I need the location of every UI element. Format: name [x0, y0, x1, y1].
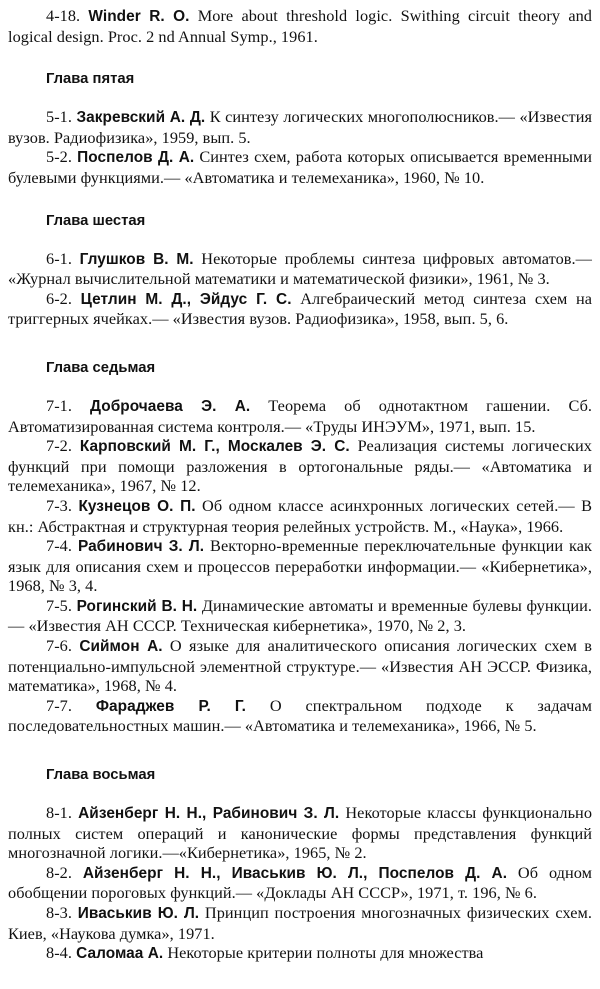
ref-7-1	[8, 396, 592, 436]
ref-author: Рабинович З. Л.	[77, 538, 205, 556]
ref-author: Саломаа А.	[76, 945, 164, 963]
ref-4-18	[8, 6, 592, 46]
ref-num: 6-1.	[46, 248, 72, 268]
ref-author: Сиймон А.	[79, 638, 163, 656]
ref-5-1	[8, 107, 592, 147]
ref-author: Поспелов Д. А.	[77, 149, 195, 167]
ref-6-1	[8, 249, 592, 289]
ref-num: 8-4.	[46, 943, 72, 963]
ref-num: 7-7.	[46, 695, 72, 715]
ref-text: Об одном классе асинхронных логических сетей.— В кн.: Абстрактная и структурная теория релейных устройств. М., «Наука», 1966.	[8, 495, 593, 536]
ref-5-2	[8, 147, 592, 187]
ref-text: Об одном обобщении пороговых функций.— «Доклады АН СССР», 1971, т. 196, № 6.	[8, 862, 592, 903]
ref-num: 5-1.	[46, 107, 72, 127]
ref-num: 7-2.	[46, 436, 72, 456]
ref-7-4	[8, 536, 592, 596]
ref-num: 7-1.	[46, 395, 72, 415]
ref-author: Глушков В. М.	[79, 250, 194, 268]
ref-author: Айзенберг Н. Н., Рабинович З. Л.	[78, 805, 340, 823]
ref-8-3	[8, 903, 592, 943]
ref-author: Кузнецов О. П.	[78, 497, 196, 515]
ref-text: Синтез схем, работа которых описывается временными булевыми функциями.— «Автоматика и телемеханика», 1960, № 10.	[8, 147, 592, 187]
ref-num: 7-4.	[46, 536, 72, 556]
ref-8-4	[8, 943, 592, 964]
ref-author: Иваськив Ю. Л.	[77, 905, 200, 922]
ref-num: 5-2.	[46, 147, 72, 167]
ref-text: Некоторые классы функционально полных систем операций и канонические формы представления функций многозначной логики.—«Кибернетика», 1965, № 2.	[8, 803, 593, 863]
ref-7-2	[8, 436, 592, 496]
ref-num: 4-18.	[46, 6, 81, 25]
ref-num: 8-2.	[46, 862, 72, 882]
ref-num: 6-2.	[46, 288, 72, 308]
ref-text: Алгебраический метод синтеза схем на триггерных ячейках.— «Известия вузов. Радиофизика», 1958, вып. 5, 6.	[8, 288, 593, 329]
ref-text: Принцип построения многозначных физических схем. Киев, «Наукова думка», 1971.	[8, 903, 592, 943]
ref-text: Теорема об однотактном гашении. Сб. Автоматизированная система контроля.— «Труды ИНЭУМ», 1971, вып. 15.	[8, 395, 593, 436]
ref-num: 7-6.	[46, 636, 72, 656]
ref-author: Цетлин М. Д., Эйдус Г. С.	[80, 290, 292, 308]
ref-num: 8-1.	[46, 803, 72, 823]
ref-num: 7-5.	[46, 595, 72, 615]
ref-text: More about threshold logic. Swithing circuit theory and logical design. Proc. 2 nd Annual Symp., 1961.	[8, 6, 592, 46]
chapter-5-heading: Глава пятая	[46, 71, 135, 88]
ref-text: О спектральном подходе к задачам последовательностных машин.— «Автоматика и телемеханика», 1966, № 5.	[8, 695, 593, 736]
ref-8-1	[8, 803, 592, 863]
ref-text: Реализация системы логических функций при помощи разложения в ортогональные ряды.— «Автоматика и телемеханика», 1967, № 12.	[8, 436, 592, 496]
ref-8-2	[8, 863, 592, 903]
ref-text: Некоторые критерии полноты для множества	[167, 943, 484, 963]
ref-7-5	[8, 596, 592, 636]
chapter-7-heading: Глава седьмая	[46, 359, 156, 376]
ref-7-7	[8, 696, 592, 736]
ref-text: Некоторые проблемы синтеза цифровых автоматов.— «Журнал вычислительной математики и математической физики», 1961, № 3.	[8, 248, 592, 289]
chapter-8-heading: Глава восьмая	[46, 767, 156, 784]
ref-author: Фараджев Р. Г.	[95, 697, 247, 715]
ref-author: Айзенберг Н. Н., Иваськив Ю. Л., Поспелов Д. А.	[82, 864, 508, 882]
ref-text: Динамические автоматы и временные булевы функции.— «Известия АН СССР. Техническая кибернетика», 1970, № 2, 3.	[8, 595, 592, 636]
ref-num: 7-3.	[46, 495, 72, 515]
ref-text: О языке для аналитического описания логических схем в потенциально-импульсной элементной структуре.— «Известия АН ЭССР. Физика, математика», 1968, № 4.	[8, 636, 593, 696]
ref-text: Векторно-временные переключательные функции как язык для описания схем и процессов переработки информации.— «Кибернетика», 1968, № 3, 4.	[8, 536, 593, 596]
chapter-6-heading: Глава шестая	[46, 212, 146, 229]
ref-author: Доброчаева Э. А.	[90, 397, 251, 415]
ref-author: Winder R. O.	[88, 8, 190, 25]
ref-7-3	[8, 496, 592, 536]
ref-7-6	[8, 636, 592, 696]
ref-author: Рогинский В. Н.	[76, 597, 198, 615]
ref-author: Карповский М. Г., Москалев Э. С.	[79, 438, 350, 456]
ref-num: 8-3.	[46, 903, 72, 922]
ref-text: К синтезу логических многополюсников.— «Известия вузов. Радиофизика», 1959, вып. 5.	[8, 107, 593, 147]
ref-6-2	[8, 289, 592, 329]
ref-author: Закревский А. Д.	[76, 109, 206, 127]
